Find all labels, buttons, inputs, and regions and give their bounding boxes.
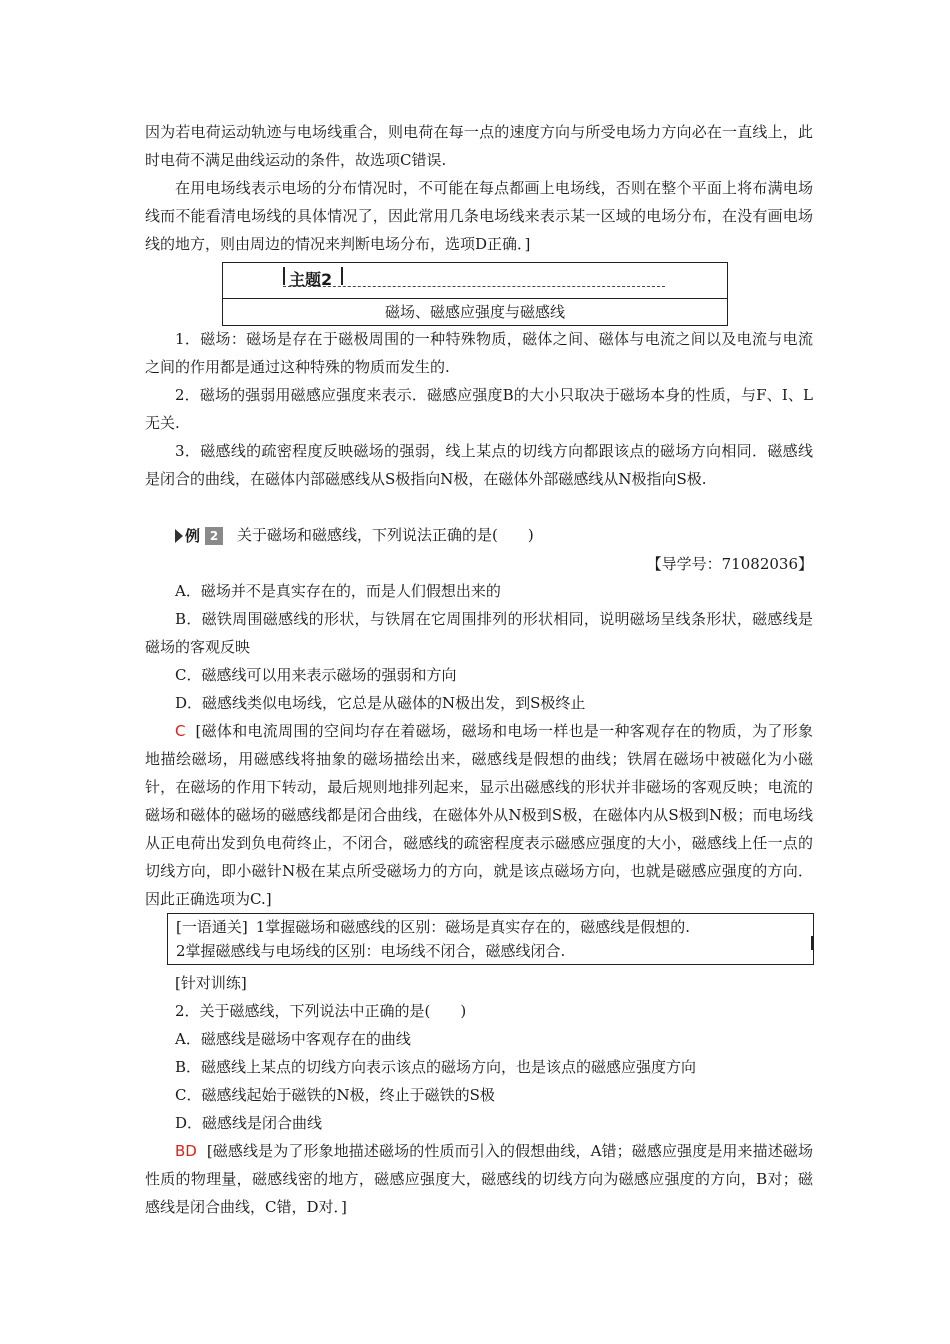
point-3: 3．磁感线的疏密程度反映磁场的强弱，线上某点的切线方向都跟该点的磁场方向相同．磁感线是闭合的曲线，在磁体内部磁感线从S极指向N极，在磁体外部磁感线从N极指向S极. — [145, 442, 813, 488]
training-explanation — [145, 1137, 813, 1221]
training-answer: BD — [175, 1142, 197, 1160]
tip-number-1: 1 — [255, 918, 266, 936]
topic-label: 主题2 — [289, 270, 333, 289]
tip-box — [167, 913, 814, 965]
paragraph-electric-field-2: 在用电场线表示电场的分布情况时，不可能在每点都画上电场线，否则在整个平面上将布满电场线而不能看清电场线的具体情况了，因此常用几条电场线来表示某一区域的电场分布，在没有画电场线的地方，则由周边的情况来判断电场分布，选项D正确．] — [145, 179, 813, 253]
training-explanation-text: [磁感线是为了形象地描述磁场的性质而引入的假想曲线，A错；磁感应强度是用来描述磁场性质的物理量，磁感线密的地方，磁感应强度大，磁感线的切线方向为磁感应强度的方向，B对；磁感线是闭合曲线，C错，D对．] — [145, 1142, 813, 1216]
example-tag-word: 例 — [185, 527, 201, 545]
tip-text-1: 掌握磁场和磁感线的区别：磁场是真实存在的，磁感线是假想的. — [265, 918, 691, 936]
example-question-text: 关于磁场和磁感线，下列说法正确的是( ) — [237, 526, 534, 544]
training-option-b: B．磁感线上某点的切线方向表示该点的磁场方向，也是该点的磁感应强度方向 — [175, 1058, 697, 1076]
point-1: 1．磁场：磁场是存在于磁极周围的一种特殊物质，磁体之间、磁体与电流之间以及电流与电流之间的作用都是通过这种特殊的物质而发生的. — [145, 330, 813, 376]
training-question: 2．关于磁感线，下列说法中正确的是( ) — [175, 1002, 467, 1020]
example-answer: C — [175, 722, 186, 740]
example-option-b: B．磁铁周围磁感线的形状，与铁屑在它周围排列的形状相同，说明磁场呈线条形状，磁感线是磁场的客观反映 — [145, 610, 813, 656]
topic-title: 磁场、磁感应强度与磁感线 — [384, 303, 565, 321]
tip-line-2 — [176, 939, 565, 963]
topic-header-box — [222, 262, 728, 326]
paragraph-electric-field-1: 因为若电荷运动轨迹与电场线重合，则电荷在每一点的速度方向与所受电场力方向必在一直线上，此时电荷不满足曲线运动的条件，故选项C错误. — [145, 123, 813, 169]
example-option-c: C．磁感线可以用来表示磁场的强弱和方向 — [175, 666, 457, 684]
point-2: 2．磁场的强弱用磁感应强度来表示．磁感应强度B的大小只取决于磁场本身的性质，与F、I、L无关. — [145, 386, 813, 432]
training-option-d: D．磁感线是闭合曲线 — [175, 1114, 323, 1132]
example-tag — [175, 526, 225, 546]
training-option-c: C．磁感线起始于磁铁的N极，终止于磁铁的S极 — [175, 1086, 495, 1104]
tip-label: [一语通关] — [176, 918, 248, 936]
example-explanation — [145, 717, 813, 913]
triangle-marker-icon — [175, 529, 183, 543]
tip-line-1 — [176, 914, 690, 940]
tip-right-tick — [811, 936, 813, 950]
example-option-d: D．磁感线类似电场线，它总是从磁体的N极出发，到S极终止 — [175, 694, 586, 712]
example-option-a: A．磁场并不是真实存在的，而是人们假想出来的 — [175, 582, 501, 600]
guide-number: 【导学号：71082036】 — [646, 555, 813, 573]
topic-dashed-rule — [283, 286, 665, 287]
example-explanation-text: [磁体和电流周围的空间均存在着磁场，磁场和电场一样也是一种客观存在的物质，为了形象地描绘磁场，用磁感线将抽象的磁场描绘出来，磁感线是假想的曲线；铁屑在磁场中被磁化为小磁针，在磁场的作用下转动，最后规则地排列起来，显示出磁感线的形状并非磁场的客观反映；电流的磁场和磁体的磁场的磁感线都是闭合曲线，在磁体外从N极到S极，在磁体内从S极到N极；而电场线从正电荷出发到负电荷终止，不闭合，磁感线的疏密程度表示磁感应强度的大小，磁感线上任一点的切线方向，即小磁针N极在某点所受磁场力的方向，就是该点磁场方向，也就是磁感应强度的方向．因此正确选项为C.] — [145, 722, 813, 908]
topic-right-bar — [341, 267, 343, 285]
topic-left-bar — [283, 267, 285, 285]
example-question — [175, 521, 534, 549]
tip-text-2: 掌握磁感线与电场线的区别：电场线不闭合，磁感线闭合. — [185, 942, 566, 960]
example-tag-number: 2 — [205, 527, 223, 545]
training-option-a: A．磁感线是磁场中客观存在的曲线 — [175, 1030, 411, 1048]
training-heading: [针对训练] — [175, 974, 247, 992]
tip-number-2: 2 — [176, 942, 186, 960]
